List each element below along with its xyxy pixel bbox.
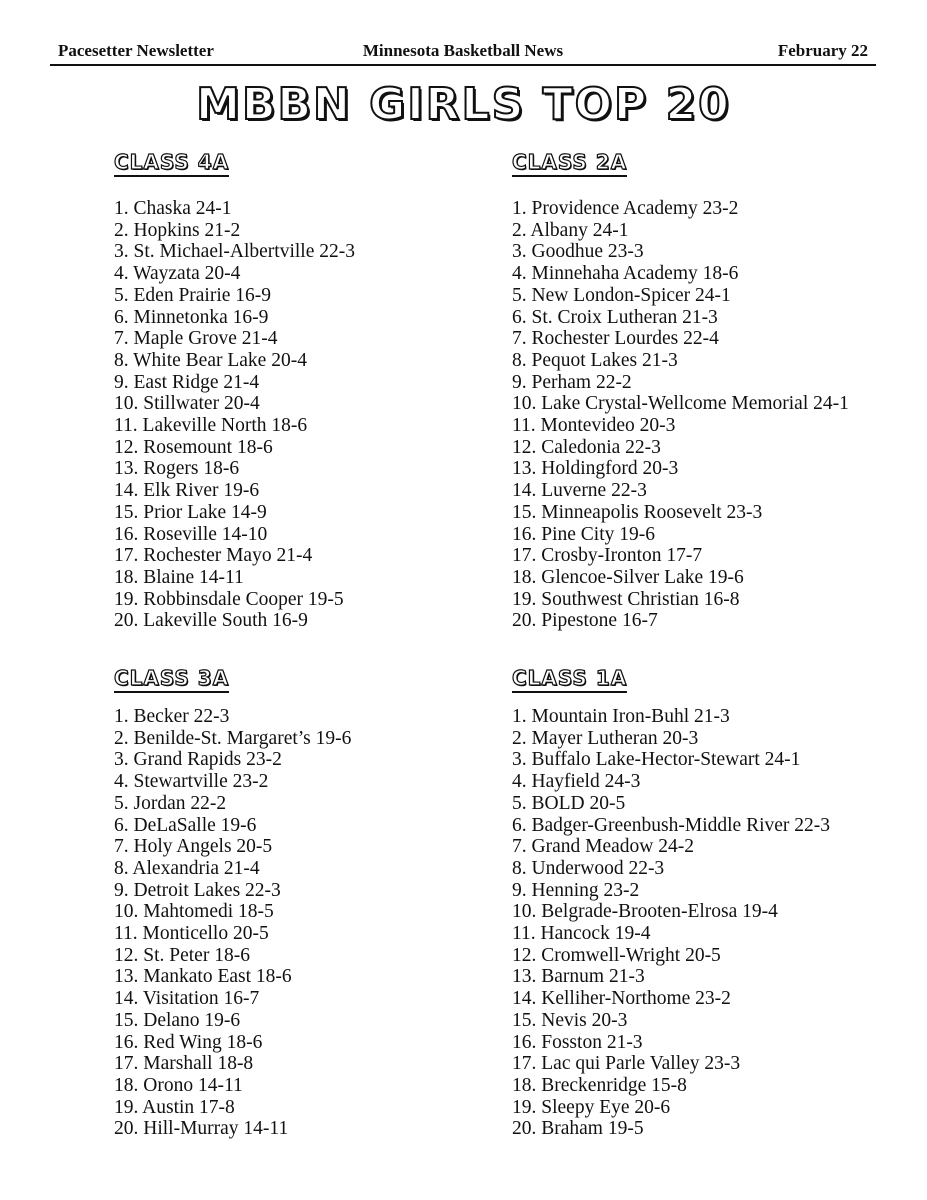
ranking-item: 10. Mahtomedi 18-5 — [114, 901, 274, 923]
ranking-item: 8. Pequot Lakes 21-3 — [512, 349, 678, 371]
ranking-item: 17. Lac qui Parle Valley 23-3 — [512, 1053, 741, 1075]
ranking-item: 16. Red Wing 18-6 — [114, 1031, 263, 1053]
ranking-item: 1. Chaska 24-1 — [114, 198, 232, 219]
ranking-item: 20. Braham 19-5 — [512, 1118, 644, 1140]
ranking-item: 17. Rochester Mayo 21-4 — [114, 545, 313, 567]
ranking-item: 10. Stillwater 20-4 — [114, 393, 260, 415]
ranking-item: 15. Delano 19-6 — [114, 1009, 241, 1031]
class-3a-section — [114, 666, 514, 1140]
ranking-item: 11. Hancock 19-4 — [512, 923, 651, 945]
ranking-item: 19. Austin 17-8 — [114, 1096, 235, 1118]
ranking-item: 7. Rochester Lourdes 22-4 — [512, 328, 719, 350]
ranking-item: 5. New London-Spicer 24-1 — [512, 284, 731, 306]
ranking-item: 1. Mountain Iron-Buhl 21-3 — [512, 706, 730, 727]
ranking-item: 10. Belgrade-Brooten-Elrosa 19-4 — [512, 901, 778, 923]
ranking-item: 3. Grand Rapids 23-2 — [114, 749, 282, 771]
ranking-item: 2. Albany 24-1 — [512, 219, 629, 241]
ranking-item: 4. Minnehaha Academy 18-6 — [512, 263, 739, 285]
ranking-item: 12. St. Peter 18-6 — [114, 944, 250, 966]
ranking-item: 8. Underwood 22-3 — [512, 857, 665, 879]
ranking-item: 16. Roseville 14-10 — [114, 523, 268, 545]
ranking-item: 16. Pine City 19-6 — [512, 523, 656, 545]
ranking-item: 20. Hill-Murray 14-11 — [114, 1118, 289, 1140]
ranking-item: 11. Lakeville North 18-6 — [114, 415, 308, 437]
publication-name: Minnesota Basketball News — [362, 41, 564, 60]
ranking-item: 6. DeLaSalle 19-6 — [114, 814, 257, 836]
class-1a-section — [512, 666, 912, 1140]
ranking-item: 4. Wayzata 20-4 — [114, 263, 241, 285]
class-2a-title: CLASS 2A — [512, 150, 627, 177]
ranking-item: 6. Minnetonka 16-9 — [114, 306, 269, 328]
ranking-item: 14. Luverne 22-3 — [512, 480, 647, 502]
ranking-item: 19. Southwest Christian 16-8 — [512, 588, 740, 610]
ranking-item: 1. Becker 22-3 — [114, 706, 230, 727]
ranking-item: 13. Barnum 21-3 — [512, 966, 645, 988]
ranking-item: 19. Sleepy Eye 20-6 — [512, 1096, 671, 1118]
ranking-item: 9. East Ridge 21-4 — [114, 371, 260, 393]
ranking-item: 13. Rogers 18-6 — [114, 458, 240, 480]
ranking-item: 5. BOLD 20-5 — [512, 792, 626, 814]
ranking-item: 15. Prior Lake 14-9 — [114, 501, 267, 523]
ranking-item: 10. Lake Crystal-Wellcome Memorial 24-1 — [512, 393, 849, 415]
ranking-item: 9. Henning 23-2 — [512, 879, 640, 901]
ranking-item: 20. Lakeville South 16-9 — [114, 610, 308, 632]
ranking-item: 14. Visitation 16-7 — [114, 988, 260, 1010]
page-title: MBBN GIRLS TOP 20 — [196, 79, 731, 130]
class-2a-section — [512, 150, 912, 632]
class-4a-rankings — [114, 198, 514, 632]
ranking-item: 3. Buffalo Lake-Hector-Stewart 24-1 — [512, 749, 801, 771]
ranking-item: 16. Fosston 21-3 — [512, 1031, 643, 1053]
ranking-item: 13. Mankato East 18-6 — [114, 966, 292, 988]
ranking-item: 18. Orono 14-11 — [114, 1074, 243, 1096]
class-3a-title: CLASS 3A — [114, 666, 229, 693]
ranking-item: 12. Cromwell-Wright 20-5 — [512, 944, 721, 966]
ranking-item: 3. Goodhue 23-3 — [512, 241, 644, 263]
issue-date: February 22 — [777, 41, 868, 60]
ranking-item: 20. Pipestone 16-7 — [512, 610, 658, 632]
ranking-item: 17. Crosby-Ironton 17-7 — [512, 545, 703, 567]
ranking-item: 8. White Bear Lake 20-4 — [114, 349, 307, 371]
ranking-item: 5. Jordan 22-2 — [114, 792, 227, 814]
class-4a-title: CLASS 4A — [114, 150, 229, 177]
ranking-item: 5. Eden Prairie 16-9 — [114, 284, 272, 306]
ranking-item: 14. Elk River 19-6 — [114, 480, 260, 502]
ranking-item: 4. Stewartville 23-2 — [114, 771, 269, 793]
ranking-item: 8. Alexandria 21-4 — [114, 857, 260, 879]
ranking-item: 18. Blaine 14-11 — [114, 566, 244, 588]
ranking-item: 18. Breckenridge 15-8 — [512, 1074, 687, 1096]
class-4a-section — [114, 150, 514, 632]
ranking-item: 12. Rosemount 18-6 — [114, 436, 273, 458]
ranking-item: 2. Hopkins 21-2 — [114, 219, 241, 241]
ranking-item: 12. Caledonia 22-3 — [512, 436, 661, 458]
ranking-item: 1. Providence Academy 23-2 — [512, 198, 739, 219]
ranking-item: 14. Kelliher-Northome 23-2 — [512, 988, 731, 1010]
class-1a-title: CLASS 1A — [512, 666, 627, 693]
class-3a-rankings — [114, 706, 514, 1140]
ranking-item: 9. Detroit Lakes 22-3 — [114, 879, 281, 901]
ranking-item: 15. Nevis 20-3 — [512, 1009, 628, 1031]
class-2a-rankings — [512, 198, 912, 632]
ranking-item: 11. Montevideo 20-3 — [512, 415, 676, 437]
ranking-item: 15. Minneapolis Roosevelt 23-3 — [512, 501, 763, 523]
ranking-item: 7. Maple Grove 21-4 — [114, 328, 278, 350]
ranking-item: 11. Monticello 20-5 — [114, 923, 269, 945]
ranking-item: 6. Badger-Greenbush-Middle River 22-3 — [512, 814, 831, 836]
class-1a-rankings — [512, 706, 912, 1140]
ranking-item: 7. Grand Meadow 24-2 — [512, 836, 694, 858]
ranking-item: 18. Glencoe-Silver Lake 19-6 — [512, 566, 744, 588]
ranking-item: 17. Marshall 18-8 — [114, 1053, 254, 1075]
ranking-item: 4. Hayfield 24-3 — [512, 771, 641, 793]
ranking-item: 19. Robbinsdale Cooper 19-5 — [114, 588, 344, 610]
ranking-item: 7. Holy Angels 20-5 — [114, 836, 273, 858]
ranking-item: 2. Mayer Lutheran 20-3 — [512, 727, 699, 749]
newsletter-name: Pacesetter Newsletter — [58, 41, 214, 60]
ranking-item: 2. Benilde-St. Margaret’s 19-6 — [114, 727, 352, 749]
newsletter-header — [50, 38, 876, 66]
ranking-item: 9. Perham 22-2 — [512, 371, 632, 393]
ranking-item: 3. St. Michael-Albertville 22-3 — [114, 241, 355, 263]
ranking-item: 6. St. Croix Lutheran 21-3 — [512, 306, 718, 328]
ranking-item: 13. Holdingford 20-3 — [512, 458, 679, 480]
